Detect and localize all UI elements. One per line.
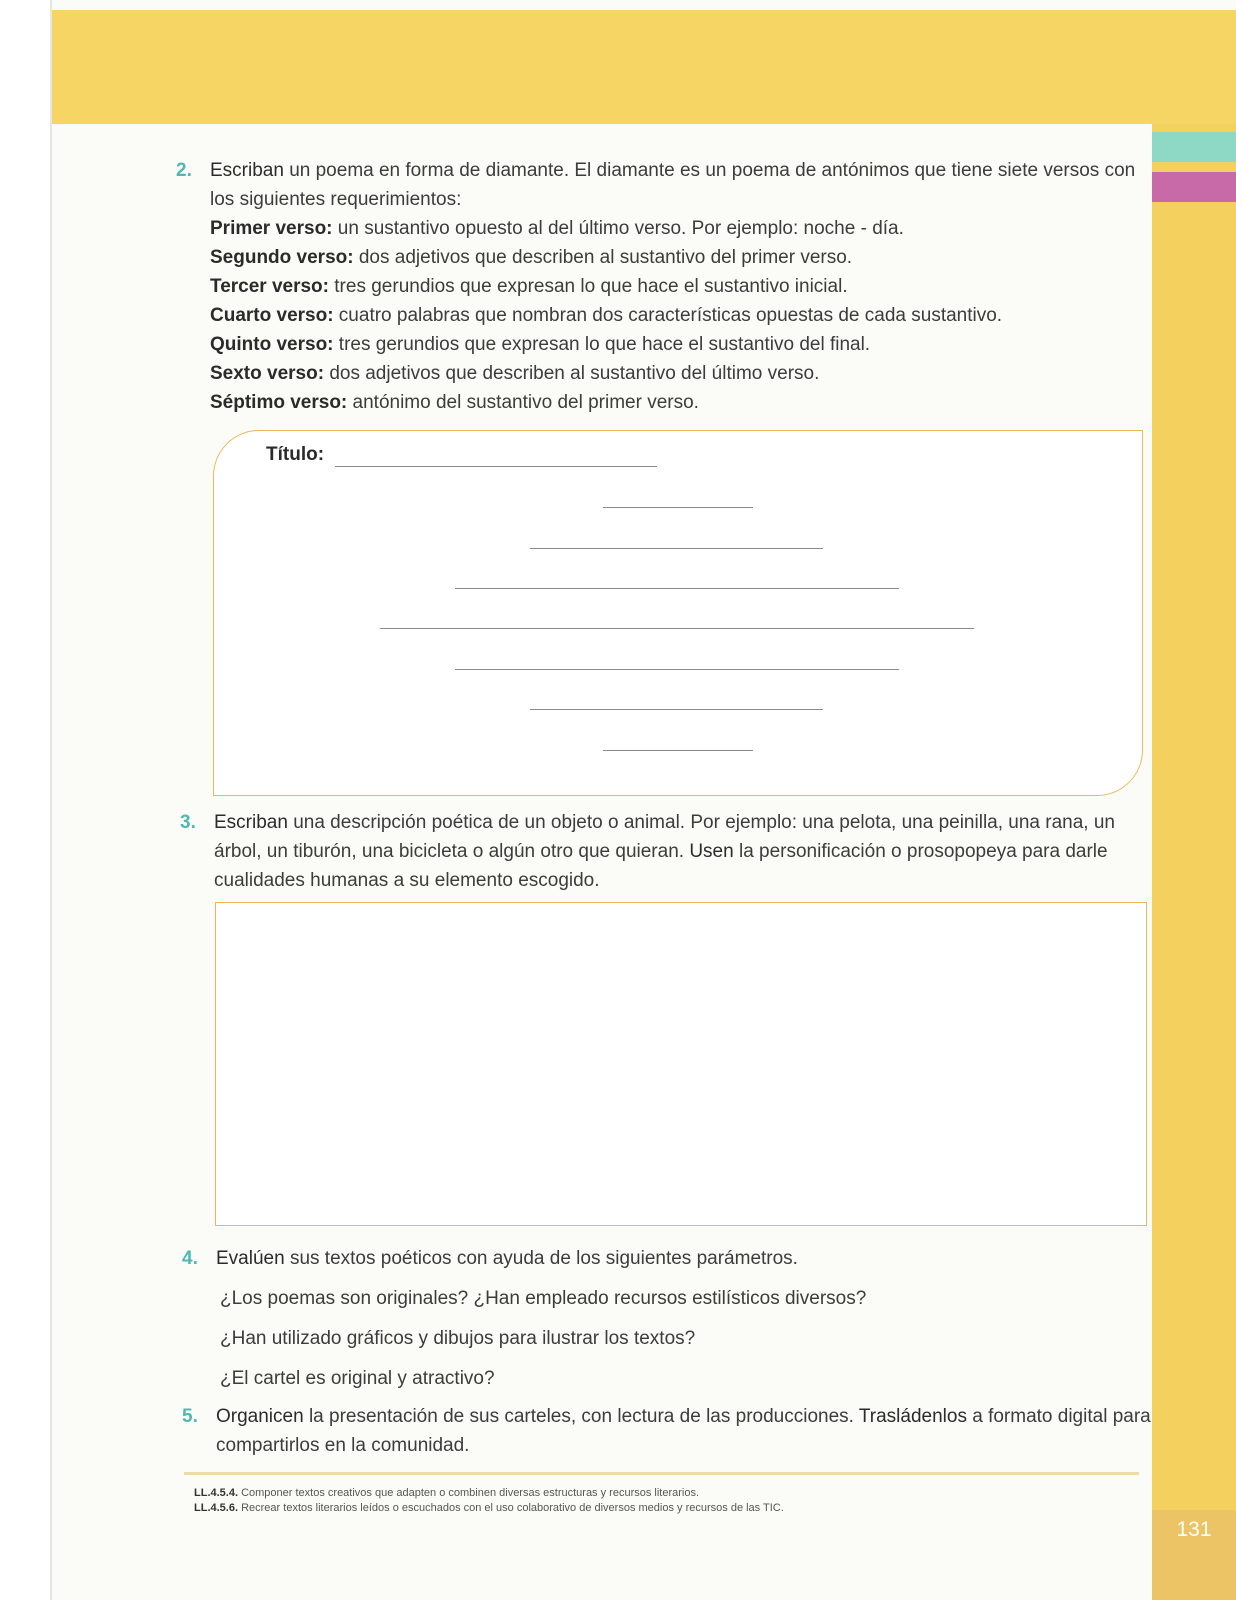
section-tab-magenta [1152,172,1236,202]
verse-write-line[interactable] [530,548,823,549]
activity-5 [182,1402,1152,1460]
title-write-line[interactable] [335,466,657,467]
evaluation-question: ¿El cartel es original y atractivo? [220,1368,495,1389]
verse-rule: Primer verso: un sustantivo opuesto al del último verso. Por ejemplo: noche - día. [210,218,904,239]
evaluation-question: ¿Los poemas son originales? ¿Han empleado recursos estilísticos diversos? [220,1288,867,1309]
activity-number: 5. [182,1406,198,1427]
curriculum-footnotes [194,1486,784,1516]
verse-rule: Séptimo verso: antónimo del sustantivo del primer verso. [210,392,699,413]
activity-instruction: Escriban un poema en forma de diamante. El diamante es un poema de antónimos que tiene siete versos con los siguientes requerimientos: [210,160,1136,210]
activity-number: 2. [176,160,192,181]
diamond-poem-box[interactable] [213,430,1143,796]
verse-write-line[interactable] [380,628,974,629]
header-band [52,10,1236,124]
section-tab-teal [1152,132,1236,162]
verse-write-line[interactable] [603,507,753,508]
description-answer-box[interactable] [215,902,1147,1226]
verse-write-line[interactable] [530,709,823,710]
activity-number: 4. [182,1248,198,1269]
footnote: LL.4.5.4. Componer textos creativos que adapten o combinen diversas estructuras y recursos literarios. [194,1487,700,1499]
verse-rule: Cuarto verso: cuatro palabras que nombran dos características opuestas de cada sustantivo. [210,305,1003,326]
verse-rule: Tercer verso: tres gerundios que expresan lo que hace el sustantivo inicial. [210,276,848,297]
footnote: LL.4.5.6. Recrear textos literarios leídos o escuchados con el uso colaborativo de diversos medios y recursos de las TIC. [194,1502,784,1514]
activity-instruction: Organicen la presentación de sus carteles, con lectura de las producciones. Trasládenlos a formato digital para compartirlos en la comunidad. [216,1406,1151,1456]
verse-rule: Segundo verso: dos adjetivos que describen al sustantivo del primer verso. [210,247,853,268]
activity-2 [176,156,1146,417]
footer-divider [184,1472,1139,1475]
activity-number: 3. [180,812,196,833]
left-margin [0,0,52,1600]
activity-instruction: Evalúen sus textos poéticos con ayuda de los siguientes parámetros. [216,1248,798,1269]
verse-rule: Sexto verso: dos adjetivos que describen al sustantivo del último verso. [210,363,820,384]
verse-write-line[interactable] [455,669,899,670]
activity-4 [182,1244,1152,1393]
side-band [1152,124,1236,1600]
verse-write-line[interactable] [603,750,753,751]
verse-write-line[interactable] [455,588,899,589]
activity-instruction: Escriban una descripción poética de un objeto o animal. Por ejemplo: una pelota, una peinilla, una rana, un árbol, un tiburón, una bicicleta o algún otro que quieran. Usen la personificación o prosopopeya para darle cualidades humanas a su elemento escogido. [214,812,1115,891]
title-label: Título: [266,444,325,465]
page-number: 131 [1176,1518,1212,1541]
evaluation-question: ¿Han utilizado gráficos y dibujos para ilustrar los textos? [220,1328,696,1349]
verse-rule: Quinto verso: tres gerundios que expresan lo que hace el sustantivo del final. [210,334,871,355]
activity-3 [180,808,1150,895]
binding-line [50,0,52,1600]
